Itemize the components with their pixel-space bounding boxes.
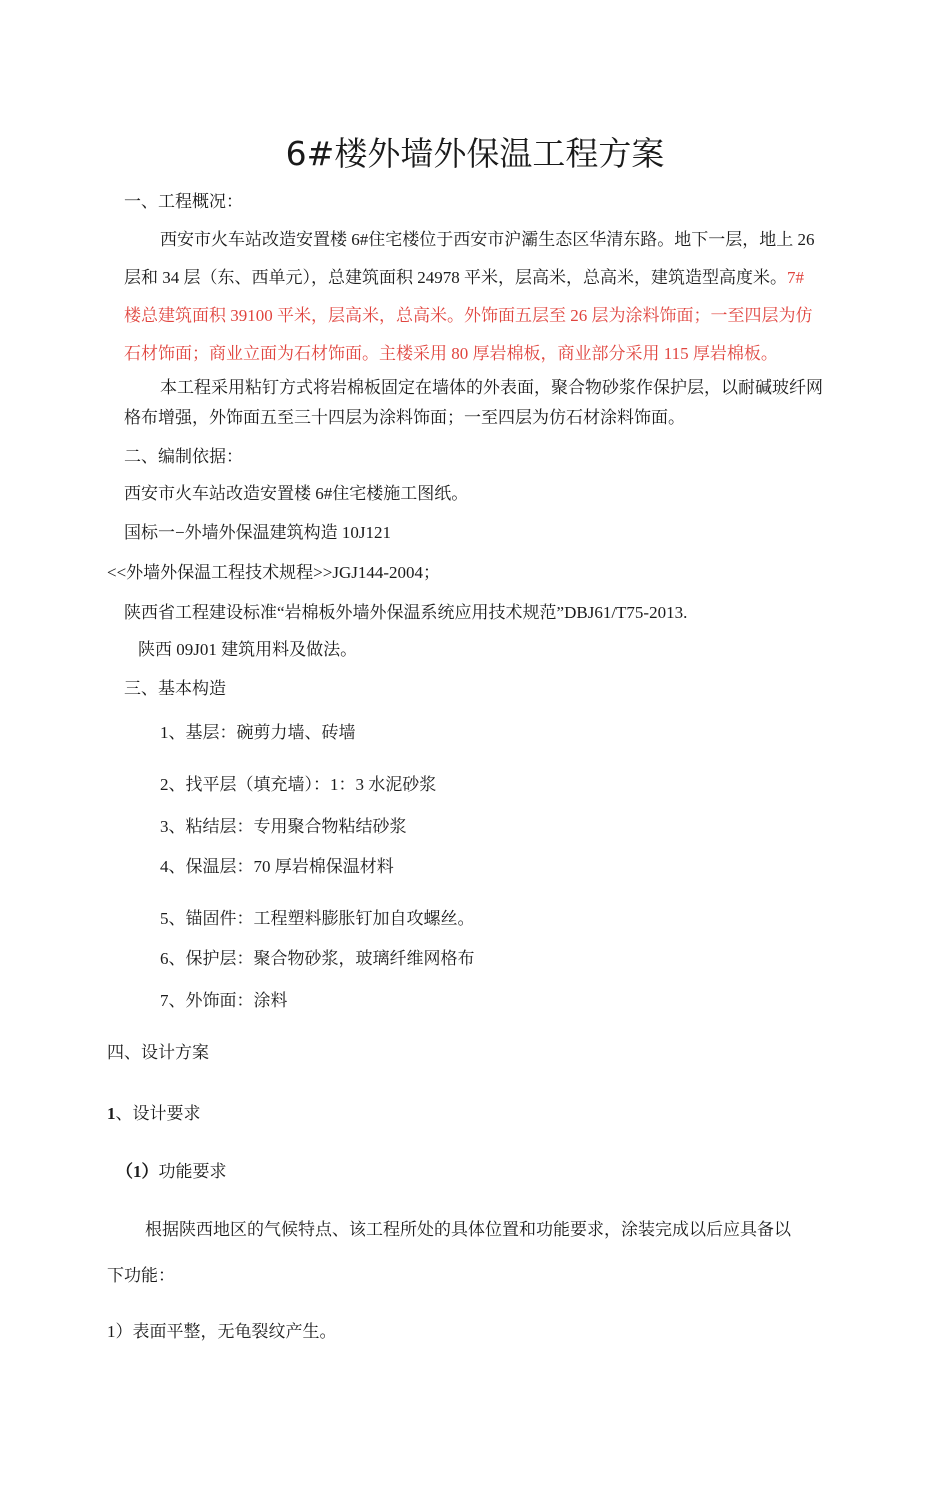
overview-para1-line2-black: 层和 34 层（东、西单元），总建筑面积 24978 平米，层高米，总高米，建筑造型高度米。 [124, 268, 787, 287]
basis-item: <<外墙外保温工程技术规程>>JGJ144-2004； [107, 563, 441, 582]
overview-para1-line3: 楼总建筑面积 39100 平米，层高米，总高米。外饰面五层至 26 层为涂料饰面；一至四层为仿 [124, 306, 813, 325]
overview-para1-line1: 西安市火车站改造安置楼 6#住宅楼位于西安市沪灞生态区华清东路。地下一层，地上 26 [160, 230, 815, 249]
construction-item: 1、基层：碗剪力墙、砖墙 [160, 723, 356, 742]
construction-item: 5、锚固件：工程塑料膨胀钉加自攻螺丝。 [160, 909, 475, 928]
overview-para2-line2: 格布增强，外饰面五至三十四层为涂料饰面；一至四层为仿石材涂料饰面。 [124, 408, 685, 427]
basis-item: 陕西 09J01 建筑用料及做法。 [138, 640, 358, 659]
overview-para1-line2-red: 7# [787, 268, 804, 287]
overview-para2-line1: 本工程采用粘钉方式将岩棉板固定在墙体的外表面，聚合物砂浆作保护层，以耐碱玻纤网 [160, 378, 823, 397]
design-requirements-number: 1 [107, 1104, 116, 1123]
function-list-item: 1）表面平整，无龟裂纹产生。 [107, 1322, 337, 1341]
design-requirements-label: 、设计要求 [115, 1104, 201, 1124]
design-requirements-heading [107, 1104, 201, 1124]
functional-requirements-number: （1） [116, 1162, 159, 1181]
section1-heading: 一、工程概况： [124, 192, 243, 211]
construction-item: 2、找平层（填充墙）：1：3 水泥砂浆 [160, 775, 437, 794]
construction-item: 6、保护层：聚合物砂浆，玻璃纤维网格布 [160, 949, 475, 968]
functional-requirements-label: 功能要求 [158, 1162, 227, 1182]
construction-item: 7、外饰面：涂料 [160, 991, 288, 1010]
section4-heading: 四、设计方案 [107, 1043, 209, 1063]
section2-heading: 二、编制依据： [124, 447, 243, 466]
construction-item: 4、保温层：70 厚岩棉保温材料 [160, 857, 394, 876]
function-para-line2: 下功能： [107, 1266, 175, 1285]
basis-item: 西安市火车站改造安置楼 6#住宅楼施工图纸。 [124, 484, 469, 503]
overview-para1-line4: 石材饰面；商业立面为石材饰面。主楼采用 80 厚岩棉板，商业部分采用 115 厚岩棉板。 [124, 344, 778, 363]
overview-para1-line2 [124, 268, 804, 288]
basis-item: 国标一−外墙外保温建筑构造 10J121 [124, 523, 391, 542]
functional-requirements-heading [116, 1162, 227, 1182]
function-para-line1: 根据陕西地区的气候特点、该工程所处的具体位置和功能要求，涂装完成以后应具备以 [145, 1220, 791, 1239]
section3-heading: 三、基本构造 [124, 679, 226, 699]
construction-item: 3、粘结层：专用聚合物粘结砂浆 [160, 817, 407, 836]
basis-item: 陕西省工程建设标准“岩棉板外墙外保温系统应用技术规范”DBJ61/T75-2013. [124, 603, 688, 622]
page-title: 6#楼外墙外保温工程方案 [285, 134, 665, 173]
